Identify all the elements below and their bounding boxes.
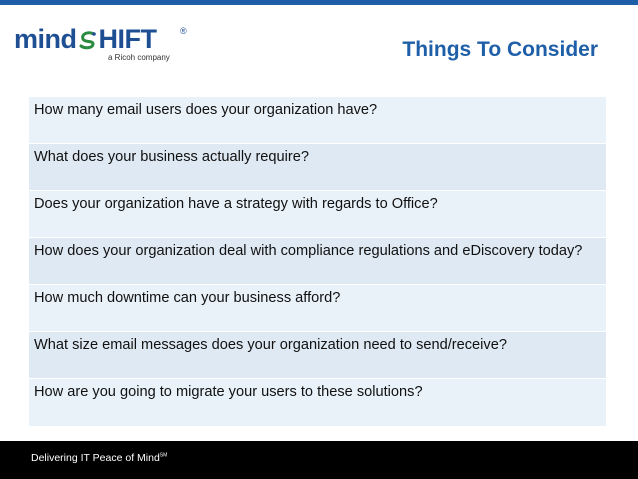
logo-text-right: HIFT	[98, 24, 157, 54]
logo-swirl-icon	[78, 30, 98, 50]
footer-tagline-text: Delivering IT Peace of Mind	[31, 452, 160, 464]
slide-title: Things To Consider	[402, 38, 598, 61]
logo-wordmark	[14, 24, 157, 54]
question-list	[29, 97, 606, 427]
question-text: What size email messages does your organization need to send/receive?	[34, 337, 507, 353]
footer-service-mark: SM	[159, 452, 168, 459]
question-text: How many email users does your organization have?	[34, 102, 378, 118]
logo-subtitle: a Ricoh company	[108, 53, 170, 62]
question-row	[29, 238, 606, 285]
question-text: What does your business actually require?	[34, 149, 309, 165]
question-row	[29, 191, 606, 238]
top-accent-bar	[0, 0, 638, 5]
question-text: How does your organization deal with compliance regulations and eDiscovery today?	[34, 243, 583, 259]
question-row	[29, 332, 606, 379]
footer-bar	[0, 441, 638, 479]
mindshift-logo	[14, 24, 194, 66]
logo-registered-mark: ®	[180, 26, 187, 36]
question-row	[29, 379, 606, 427]
question-row	[29, 285, 606, 332]
question-row	[29, 144, 606, 191]
question-text: How are you going to migrate your users to these solutions?	[34, 384, 423, 400]
footer-tagline	[31, 452, 167, 464]
logo-text-left: mind	[14, 24, 77, 54]
question-text: Does your organization have a strategy with regards to Office?	[34, 196, 438, 212]
question-row	[29, 97, 606, 144]
question-text: How much downtime can your business afford?	[34, 290, 341, 306]
